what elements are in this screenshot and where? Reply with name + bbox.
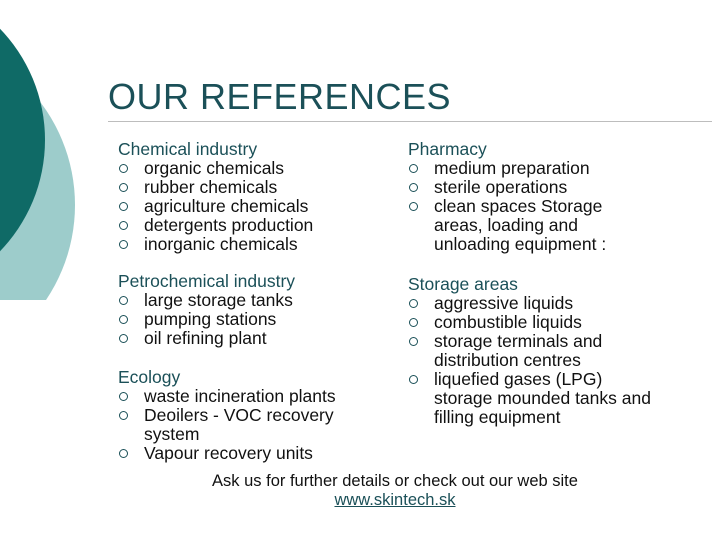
list-item: storage terminals and distribution centres	[408, 332, 654, 370]
circle-bullet-icon	[409, 375, 418, 384]
circle-bullet-icon	[119, 164, 128, 173]
list-item: inorganic chemicals	[118, 235, 388, 254]
decorative-circles	[0, 0, 100, 300]
list-item: liquefied gases (LPG) storage mounded tanks and filling equipment	[408, 370, 654, 427]
footer-text: Ask us for further details or check out our web site	[212, 472, 578, 490]
list-item: organic chemicals	[118, 159, 388, 178]
circle-bullet-icon	[409, 299, 418, 308]
section-heading: Ecology	[118, 367, 181, 387]
section-ecology	[118, 368, 373, 463]
circle-bullet-icon	[409, 337, 418, 346]
list-item: aggressive liquids	[408, 294, 654, 313]
circle-bullet-icon	[119, 449, 128, 458]
list-item: Vapour recovery units	[118, 444, 373, 463]
section-pharmacy	[408, 140, 640, 254]
circle-bullet-icon	[119, 240, 128, 249]
list-item: large storage tanks	[118, 291, 388, 310]
title-divider	[108, 121, 712, 122]
list-item: agriculture chemicals	[118, 197, 388, 216]
list-item: clean spaces Storage areas, loading and unloading equipment :	[408, 197, 640, 254]
list-item: sterile operations	[408, 178, 640, 197]
list-item: rubber chemicals	[118, 178, 388, 197]
circle-bullet-icon	[409, 164, 418, 173]
list-item: oil refining plant	[118, 329, 388, 348]
list-item: waste incineration plants	[118, 387, 373, 406]
circle-bullet-icon	[409, 318, 418, 327]
section-storage-areas	[408, 275, 654, 427]
circle-bullet-icon	[119, 315, 128, 324]
list-item: combustible liquids	[408, 313, 654, 332]
circle-bullet-icon	[119, 221, 128, 230]
circle-bullet-icon	[409, 202, 418, 211]
list-item: pumping stations	[118, 310, 388, 329]
circle-bullet-icon	[119, 334, 128, 343]
list-item: medium preparation	[408, 159, 640, 178]
list-item: detergents production	[118, 216, 388, 235]
list-item: Deoilers - VOC recovery system	[118, 406, 373, 444]
section-petrochemical-industry	[118, 272, 388, 348]
website-link[interactable]: www.skintech.sk	[334, 491, 456, 509]
section-heading: Pharmacy	[408, 139, 487, 159]
section-chemical-industry	[118, 140, 388, 254]
circle-bullet-icon	[409, 183, 418, 192]
circle-bullet-icon	[119, 183, 128, 192]
footer-link-row	[130, 490, 660, 510]
section-heading: Storage areas	[408, 274, 518, 294]
page-title: OUR REFERENCES	[108, 76, 452, 117]
circle-bullet-icon	[119, 296, 128, 305]
section-heading: Chemical industry	[118, 139, 258, 159]
circle-bullet-icon	[119, 411, 128, 420]
circle-bullet-icon	[119, 392, 128, 401]
section-heading: Petrochemical industry	[118, 271, 296, 291]
circle-bullet-icon	[119, 202, 128, 211]
